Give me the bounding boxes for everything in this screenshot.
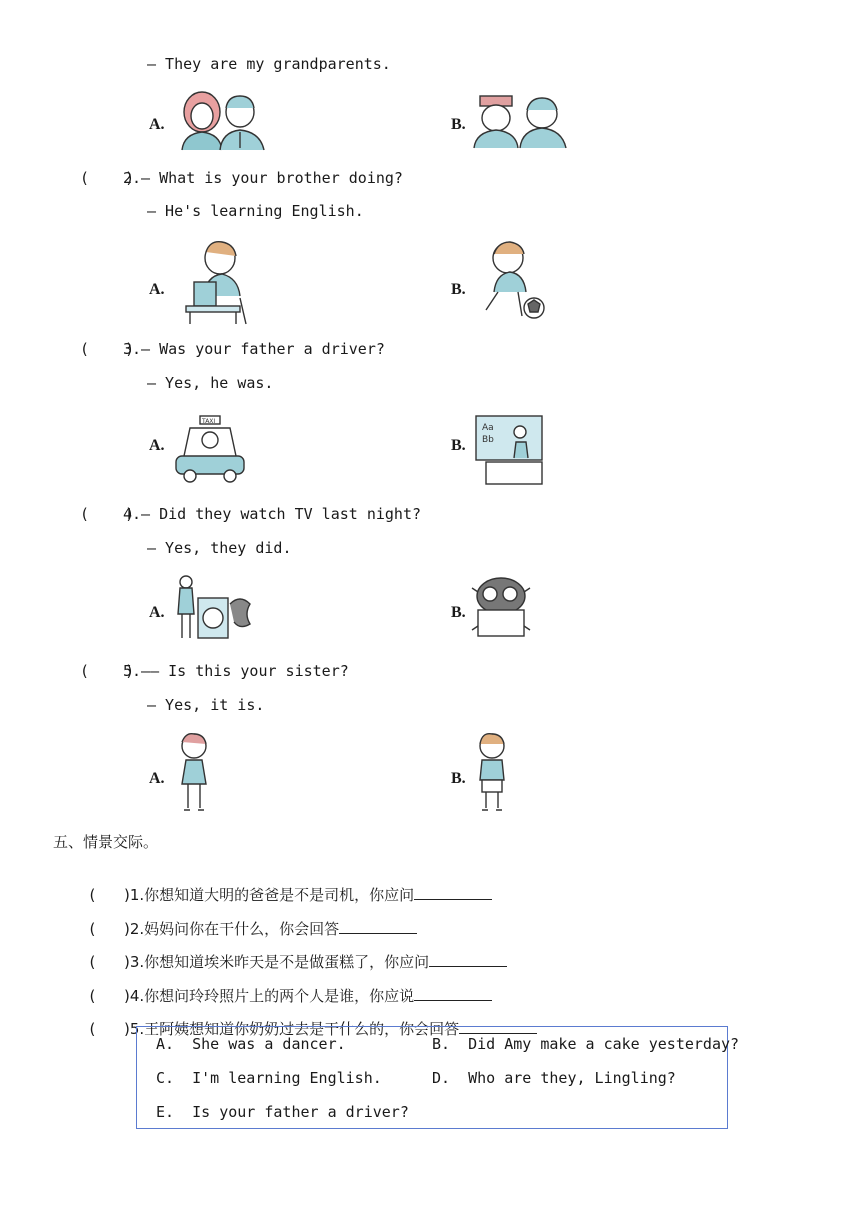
grandparents-picture (472, 94, 568, 150)
people-watching-tv-picture (468, 574, 534, 644)
q3-option-a-label: A. (149, 437, 165, 454)
q2-answer: — He's learning English. (147, 202, 364, 220)
q3-question: 3.— Was your father a driver? (123, 340, 385, 358)
q2-answer-bracket[interactable]: ( ) (80, 169, 135, 187)
option-c: C. I'm learning English. (156, 1069, 382, 1087)
s5-item-2-text: 2.妈妈问你在干什么，你会回答 (129, 920, 340, 938)
girl-picture (172, 732, 216, 816)
s5-item-3-blank[interactable] (429, 952, 507, 967)
option-d: D. Who are they, Lingling? (432, 1069, 676, 1087)
q4-question: 4.— Did they watch TV last night? (123, 505, 422, 523)
young-couple-picture (176, 90, 268, 152)
q4-option-a-label: A. (149, 604, 165, 621)
taxi-driver-picture (172, 408, 248, 486)
q3-answer-bracket[interactable]: ( ) (80, 340, 135, 358)
teacher-blackboard-picture (474, 414, 546, 488)
q5-question: 5.—— Is this your sister? (123, 662, 349, 680)
option-a: A. She was a dancer. (156, 1035, 346, 1053)
q3-option-b-label: B. (451, 437, 466, 454)
boy-reading-picture (180, 238, 252, 326)
s5-item-1-bracket[interactable]: ( ) (89, 886, 130, 904)
s5-item-1-text: 1.你想知道大明的爸爸是不是司机，你应问 (129, 886, 415, 904)
q5-answer-bracket[interactable]: ( ) (80, 662, 135, 680)
s5-item-5-text: 5.王阿姨想知道你奶奶过去是干什么的，你会回答 (129, 1020, 460, 1038)
board-text-bb: Bb (482, 435, 494, 445)
s5-item-4-text: 4.你想问玲玲照片上的两个人是谁，你应说 (129, 987, 415, 1005)
q3-answer: — Yes, he was. (147, 374, 274, 392)
q5-option-a-label: A. (149, 770, 165, 787)
q1-option-b-label: B. (451, 116, 466, 133)
washing-clothes-picture (174, 574, 254, 640)
q4-option-b-label: B. (451, 604, 466, 621)
option-e: E. Is your father a driver? (156, 1103, 409, 1121)
boy-picture (470, 732, 514, 816)
q2-question: 2.— What is your brother doing? (123, 169, 403, 187)
section-5-title: 五、情景交际。 (53, 833, 159, 851)
taxi-sign-text: TAXI (202, 418, 216, 425)
q1-answer: — They are my grandparents. (147, 55, 391, 73)
q5-option-b-label: B. (451, 770, 466, 787)
option-b: B. Did Amy make a cake yesterday? (432, 1035, 740, 1053)
q4-answer: — Yes, they did. (147, 539, 292, 557)
q5-answer: — Yes, it is. (147, 696, 265, 714)
boy-playing-football-picture (478, 238, 548, 324)
q4-answer-bracket[interactable]: ( ) (80, 505, 135, 523)
q2-option-a-label: A. (149, 281, 165, 298)
s5-item-3-text: 3.你想知道埃米昨天是不是做蛋糕了，你应问 (129, 953, 430, 971)
s5-item-4-bracket[interactable]: ( ) (89, 987, 130, 1005)
q1-option-a-label: A. (149, 116, 165, 133)
s5-item-3-bracket[interactable]: ( ) (89, 953, 130, 971)
s5-item-1-blank[interactable] (414, 885, 492, 900)
s5-item-5-bracket[interactable]: ( ) (89, 1020, 130, 1038)
board-text-aa: Aa (482, 423, 494, 433)
s5-item-2-bracket[interactable]: ( ) (89, 920, 130, 938)
q2-option-b-label: B. (451, 281, 466, 298)
